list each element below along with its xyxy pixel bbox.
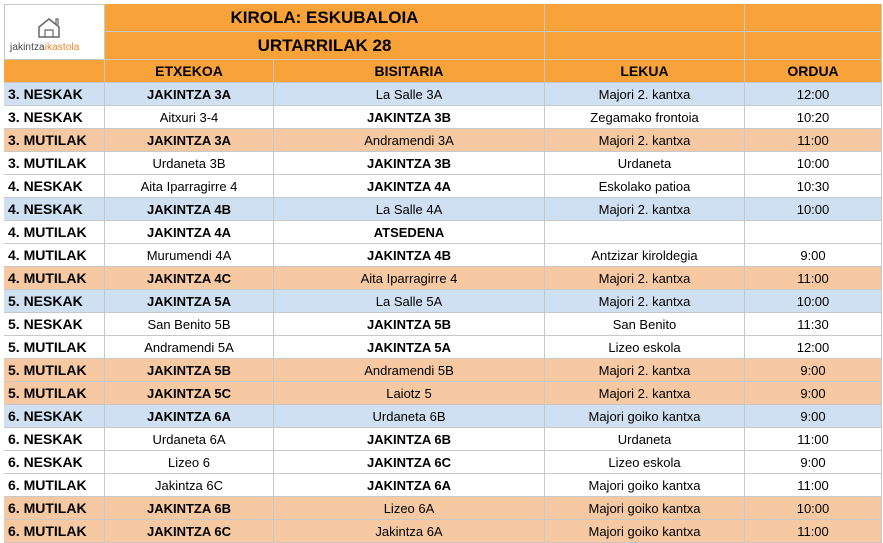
- away-team-cell: JAKINTZA 6B: [274, 428, 545, 451]
- category-cell: 5. NESKAK: [4, 290, 105, 313]
- home-team-cell: San Benito 5B: [105, 313, 274, 336]
- time-cell: 10:20: [745, 106, 882, 129]
- away-team-cell: Laiotz 5: [274, 382, 545, 405]
- place-cell: Eskolako patioa: [545, 175, 745, 198]
- home-team-cell: JAKINTZA 4C: [105, 267, 274, 290]
- time-cell: 10:00: [745, 497, 882, 520]
- title-line-2: URTARRILAK 28: [105, 32, 545, 60]
- time-cell: 9:00: [745, 405, 882, 428]
- time-cell: 11:00: [745, 129, 882, 152]
- home-team-cell: Murumendi 4A: [105, 244, 274, 267]
- home-team-cell: JAKINTZA 4A: [105, 221, 274, 244]
- schedule-sheet: [4, 4, 882, 542]
- title-blank: [745, 32, 882, 60]
- place-cell: Majori 2. kantxa: [545, 198, 745, 221]
- category-cell: 4. NESKAK: [4, 175, 105, 198]
- place-cell: Majori goiko kantxa: [545, 497, 745, 520]
- title-blank: [545, 32, 745, 60]
- place-cell: Antzizar kiroldegia: [545, 244, 745, 267]
- place-cell: Lizeo eskola: [545, 336, 745, 359]
- category-cell: 3. NESKAK: [4, 106, 105, 129]
- category-cell: 6. MUTILAK: [4, 497, 105, 520]
- away-team-cell: JAKINTZA 3B: [274, 152, 545, 175]
- time-cell: [745, 221, 882, 244]
- away-team-cell: Andramendi 3A: [274, 129, 545, 152]
- time-cell: 11:00: [745, 428, 882, 451]
- title-blank: [545, 4, 745, 32]
- place-cell: San Benito: [545, 313, 745, 336]
- time-cell: 11:00: [745, 267, 882, 290]
- home-team-cell: Lizeo 6: [105, 451, 274, 474]
- away-team-cell: Jakintza 6A: [274, 520, 545, 543]
- time-cell: 11:00: [745, 474, 882, 497]
- home-team-cell: JAKINTZA 3A: [105, 129, 274, 152]
- away-team-cell: Andramendi 5B: [274, 359, 545, 382]
- home-team-cell: Urdaneta 3B: [105, 152, 274, 175]
- time-cell: 11:30: [745, 313, 882, 336]
- category-cell: 5. MUTILAK: [4, 382, 105, 405]
- place-cell: Majori goiko kantxa: [545, 520, 745, 543]
- logo-text: jakintzaikastola: [10, 42, 80, 53]
- header-place: LEKUA: [545, 60, 745, 83]
- header-time: ORDUA: [745, 60, 882, 83]
- home-team-cell: JAKINTZA 4B: [105, 198, 274, 221]
- category-cell: 3. MUTILAK: [4, 152, 105, 175]
- place-cell: Majori 2. kantxa: [545, 290, 745, 313]
- category-cell: 5. MUTILAK: [4, 336, 105, 359]
- title-blank: [745, 4, 882, 32]
- category-cell: 4. MUTILAK: [4, 267, 105, 290]
- category-cell: 4. MUTILAK: [4, 221, 105, 244]
- home-team-cell: Jakintza 6C: [105, 474, 274, 497]
- away-team-cell: Aita Iparragirre 4: [274, 267, 545, 290]
- away-team-cell: JAKINTZA 6A: [274, 474, 545, 497]
- time-cell: 9:00: [745, 359, 882, 382]
- place-cell: Zegamako frontoia: [545, 106, 745, 129]
- place-cell: Majori goiko kantxa: [545, 405, 745, 428]
- place-cell: [545, 221, 745, 244]
- place-cell: Majori 2. kantxa: [545, 382, 745, 405]
- home-team-cell: JAKINTZA 5B: [105, 359, 274, 382]
- time-cell: 12:00: [745, 336, 882, 359]
- away-team-cell: La Salle 4A: [274, 198, 545, 221]
- place-cell: Majori 2. kantxa: [545, 83, 745, 106]
- category-cell: 6. MUTILAK: [4, 474, 105, 497]
- school-logo: [4, 4, 105, 60]
- category-cell: 4. NESKAK: [4, 198, 105, 221]
- category-cell: 5. MUTILAK: [4, 359, 105, 382]
- title-line-1: KIROLA: ESKUBALOIA: [105, 4, 545, 32]
- home-team-cell: JAKINTZA 6B: [105, 497, 274, 520]
- place-cell: Majori goiko kantxa: [545, 474, 745, 497]
- home-team-cell: JAKINTZA 6C: [105, 520, 274, 543]
- category-cell: 6. NESKAK: [4, 451, 105, 474]
- home-team-cell: JAKINTZA 5C: [105, 382, 274, 405]
- category-cell: 6. NESKAK: [4, 405, 105, 428]
- category-cell: 3. MUTILAK: [4, 129, 105, 152]
- header-away: BISITARIA: [274, 60, 545, 83]
- away-team-cell: ATSEDENA: [274, 221, 545, 244]
- time-cell: 10:00: [745, 290, 882, 313]
- away-team-cell: JAKINTZA 4A: [274, 175, 545, 198]
- time-cell: 9:00: [745, 451, 882, 474]
- home-team-cell: Andramendi 5A: [105, 336, 274, 359]
- home-team-cell: Aita Iparragirre 4: [105, 175, 274, 198]
- time-cell: 10:00: [745, 198, 882, 221]
- category-cell: 5. NESKAK: [4, 313, 105, 336]
- time-cell: 12:00: [745, 83, 882, 106]
- away-team-cell: JAKINTZA 3B: [274, 106, 545, 129]
- time-cell: 10:00: [745, 152, 882, 175]
- away-team-cell: Lizeo 6A: [274, 497, 545, 520]
- away-team-cell: JAKINTZA 4B: [274, 244, 545, 267]
- away-team-cell: JAKINTZA 5B: [274, 313, 545, 336]
- home-team-cell: JAKINTZA 6A: [105, 405, 274, 428]
- category-cell: 6. NESKAK: [4, 428, 105, 451]
- category-cell: 6. MUTILAK: [4, 520, 105, 543]
- place-cell: Majori 2. kantxa: [545, 267, 745, 290]
- place-cell: Majori 2. kantxa: [545, 129, 745, 152]
- time-cell: 9:00: [745, 244, 882, 267]
- header-home: ETXEKOA: [105, 60, 274, 83]
- home-team-cell: JAKINTZA 5A: [105, 290, 274, 313]
- away-team-cell: La Salle 5A: [274, 290, 545, 313]
- time-cell: 9:00: [745, 382, 882, 405]
- place-cell: Urdaneta: [545, 428, 745, 451]
- away-team-cell: JAKINTZA 6C: [274, 451, 545, 474]
- time-cell: 10:30: [745, 175, 882, 198]
- away-team-cell: La Salle 3A: [274, 83, 545, 106]
- away-team-cell: JAKINTZA 5A: [274, 336, 545, 359]
- place-cell: Lizeo eskola: [545, 451, 745, 474]
- home-team-cell: JAKINTZA 3A: [105, 83, 274, 106]
- home-team-cell: Aitxuri 3-4: [105, 106, 274, 129]
- category-cell: 4. MUTILAK: [4, 244, 105, 267]
- away-team-cell: Urdaneta 6B: [274, 405, 545, 428]
- place-cell: Urdaneta: [545, 152, 745, 175]
- place-cell: Majori 2. kantxa: [545, 359, 745, 382]
- header-category: [4, 60, 105, 83]
- time-cell: 11:00: [745, 520, 882, 543]
- home-team-cell: Urdaneta 6A: [105, 428, 274, 451]
- category-cell: 3. NESKAK: [4, 83, 105, 106]
